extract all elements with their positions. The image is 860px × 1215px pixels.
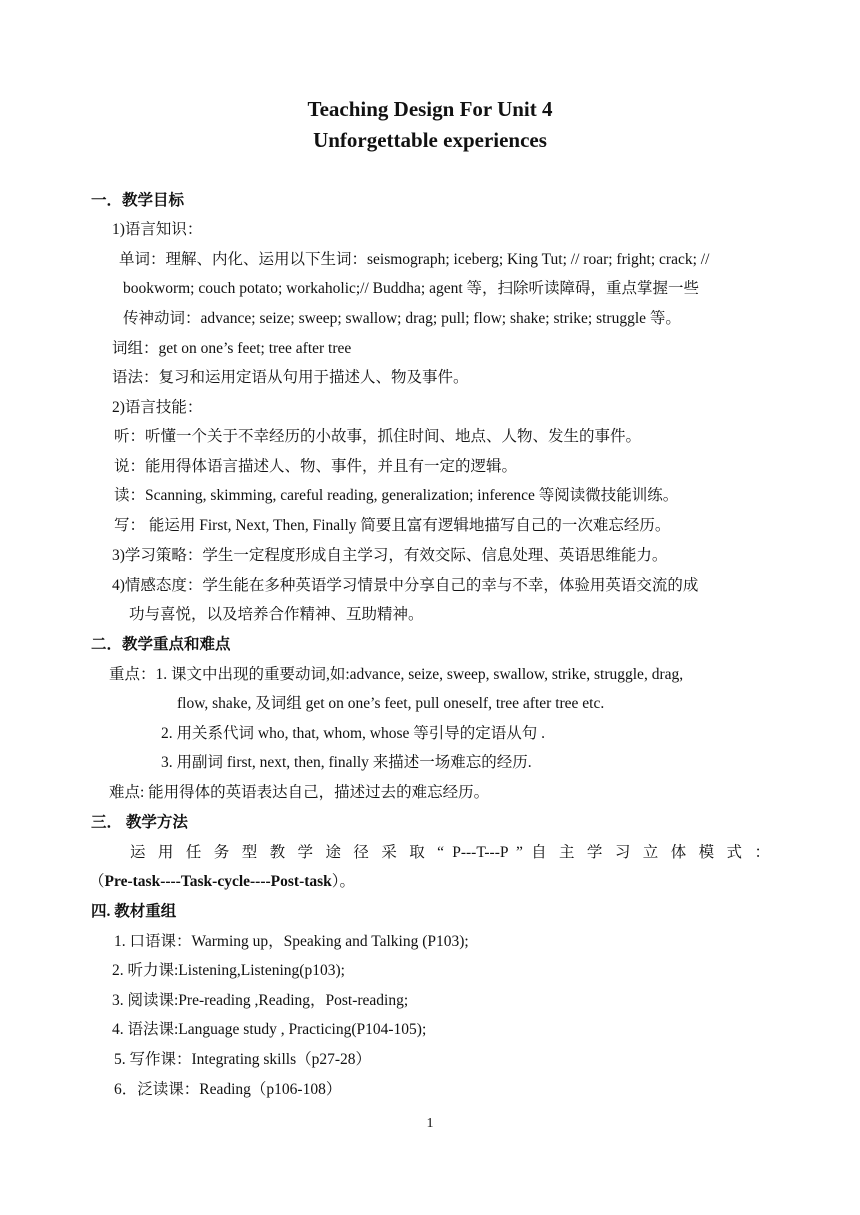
text-line: 说：能用得体语言描述人、物、事件，并且有一定的逻辑。 (114, 458, 518, 475)
section-heading-methods: 三． 教学方法 (91, 814, 188, 831)
text-line: 单词：理解、内化、运用以下生词：seismograph; iceberg; King Tut; // roar; fright; crack; // (119, 251, 710, 268)
text-line: 2)语言技能： (112, 399, 203, 416)
text-line: 1)语言知识： (112, 221, 203, 238)
document-title: Teaching Design For Unit 4 (307, 97, 553, 121)
list-item: 4. 语法课:Language study , Practicing(P104-105); (112, 1021, 427, 1038)
text-line: 4)情感态度：学生能在多种英语学习情景中分享自己的幸与不幸，体验用英语交流的成 (112, 577, 699, 594)
text-line: bookworm; couch potato; workaholic;// Buddha; agent 等，扫除听读障碍，重点掌握一些 (123, 280, 700, 297)
text-line: 重点：1. 课文中出现的重要动词,如:advance, seize, sweep, swallow, strike, struggle, drag, (109, 666, 684, 683)
page-number: 1 (426, 1116, 434, 1131)
section-heading-objectives: 一．教学目标 (91, 192, 185, 209)
text-line: 传神动词：advance; seize; sweep; swallow; drag; pull; flow; shake; strike; struggle 等。 (123, 310, 681, 327)
text-line: 3. 用副词 first, next, then, finally 来描述一场难忘的经历. (161, 754, 532, 771)
text-line: 语法：复习和运用定语从句用于描述人、物及事件。 (112, 369, 469, 386)
text-line: 运 用 任 务 型 教 学 途 径 采 取 “ P---T---P ” 自 主 学 习 立 体 模 式 ： (130, 844, 770, 861)
list-item: 1. 口语课：Warming up，Speaking and Talking (P103); (114, 933, 469, 950)
section-heading-restructure: 四. 教材重组 (91, 903, 177, 920)
text-line: 词组：get on one’s feet; tree after tree (112, 340, 352, 357)
list-item: 2. 听力课:Listening,Listening(p103); (112, 962, 345, 979)
text-line: 2. 用关系代词 who, that, whom, whose 等引导的定语从句 . (161, 725, 546, 742)
section-heading-key-points: 二．教学重点和难点 (91, 636, 231, 653)
text-line: flow, shake, 及词组 get on one’s feet, pull oneself, tree after tree etc. (177, 695, 605, 712)
text-line: （Pre-task----Task-cycle----Post-task）。 (89, 873, 356, 890)
list-item: 3. 阅读课:Pre-reading ,Reading，Post-reading; (112, 992, 409, 1009)
text-line: 写： 能运用 First, Next, Then, Finally 简要且富有逻辑地描写自己的一次难忘经历。 (114, 517, 671, 534)
text-line: 读：Scanning, skimming, careful reading, generalization; inference 等阅读微技能训练。 (114, 487, 679, 504)
text-line: 3)学习策略：学生一定程度形成自主学习，有效交际、信息处理、英语思维能力。 (112, 547, 668, 564)
document-subtitle: Unforgettable experiences (313, 128, 547, 152)
list-item: 5. 写作课：Integrating skills（p27-28） (114, 1051, 372, 1068)
text-line: 听：听懂一个关于不幸经历的小故事，抓住时间、地点、人物、发生的事件。 (114, 428, 642, 445)
text-line: 难点: 能用得体的英语表达自己，描述过去的难忘经历。 (109, 784, 490, 801)
list-item: 6．泛读课：Reading（p106-108） (114, 1081, 342, 1098)
text-line: 功与喜悦，以及培养合作精神、互助精神。 (129, 606, 424, 623)
